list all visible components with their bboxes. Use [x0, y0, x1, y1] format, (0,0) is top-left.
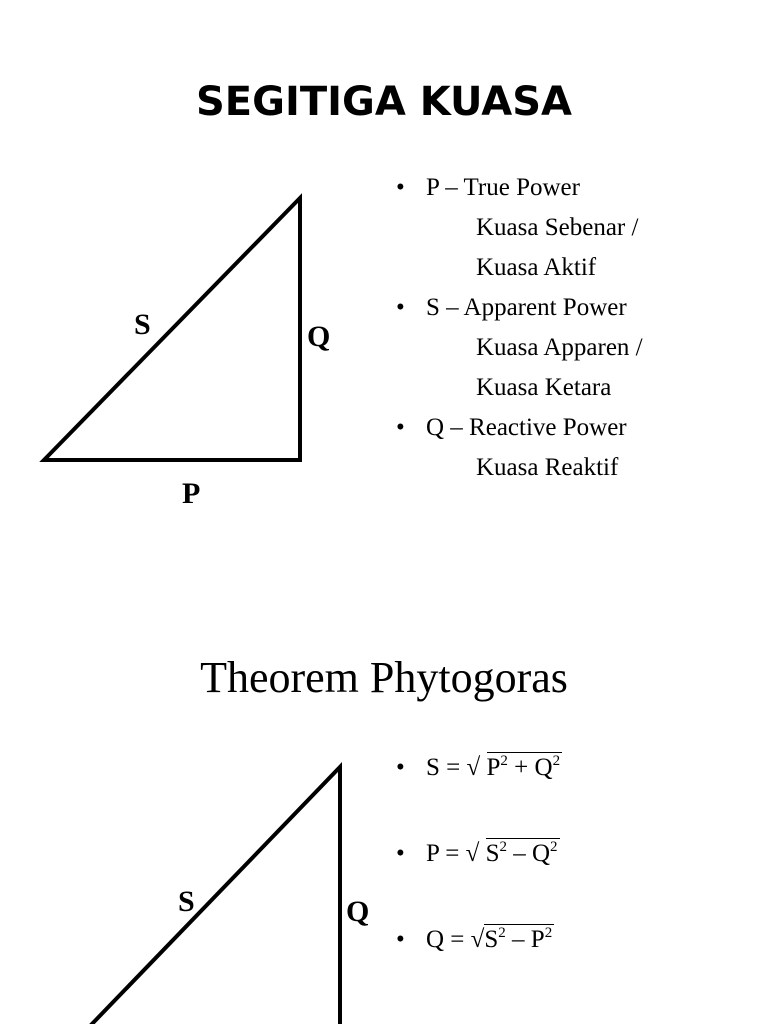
pythagoras-triangle-diagram — [0, 600, 768, 1024]
definition-main: S – Apparent Power — [426, 294, 627, 321]
label-s: S — [178, 885, 195, 918]
bullet: • — [396, 414, 405, 441]
definition-sub: Kuasa Ketara — [476, 374, 612, 401]
formula-item — [396, 918, 562, 962]
label-q: Q — [346, 895, 370, 928]
pythagoras-triangle — [0, 767, 340, 1024]
formula-list — [396, 746, 562, 1004]
radical-sign: √ — [465, 840, 480, 867]
radical-sign: √ — [470, 926, 485, 953]
definition-item — [396, 288, 643, 408]
definition-item — [396, 168, 643, 288]
bullet: • — [396, 926, 405, 953]
formula-lhs: P = — [426, 840, 466, 867]
definition-sub: Kuasa Apparen / — [476, 334, 643, 361]
definition-item — [396, 408, 643, 488]
radicand: $S^2 - P^2$ — [484, 925, 553, 953]
definition-sub: Kuasa Sebenar / — [476, 214, 639, 241]
bullet: • — [396, 174, 405, 201]
definition-main: P – True Power — [426, 174, 580, 201]
slide-title: SEGITIGA KUASA — [196, 79, 572, 125]
formula-lhs: Q = — [426, 926, 471, 953]
definitions-list — [396, 168, 643, 488]
label-p: P — [182, 477, 201, 510]
formula-item — [396, 832, 562, 876]
label-q: Q — [307, 320, 331, 353]
definition-main: Q – Reactive Power — [426, 414, 627, 441]
radicand: $P^2 + Q^2$ — [486, 753, 561, 781]
label-s: S — [134, 308, 151, 341]
definition-sub: Kuasa Reaktif — [476, 454, 619, 481]
slide-title: Theorem Phytogoras — [200, 653, 568, 702]
bullet: • — [396, 840, 405, 867]
bullet: • — [396, 294, 405, 321]
definition-sub: Kuasa Aktif — [476, 254, 597, 281]
formula-lhs: S = — [426, 754, 467, 781]
power-triangle — [44, 198, 300, 460]
radicand: $S^2 - Q^2$ — [485, 839, 558, 867]
slide-theorem-phytogoras — [0, 600, 768, 1024]
formula-item — [396, 746, 562, 790]
bullet: • — [396, 754, 405, 781]
radical-sign: √ — [466, 754, 481, 781]
